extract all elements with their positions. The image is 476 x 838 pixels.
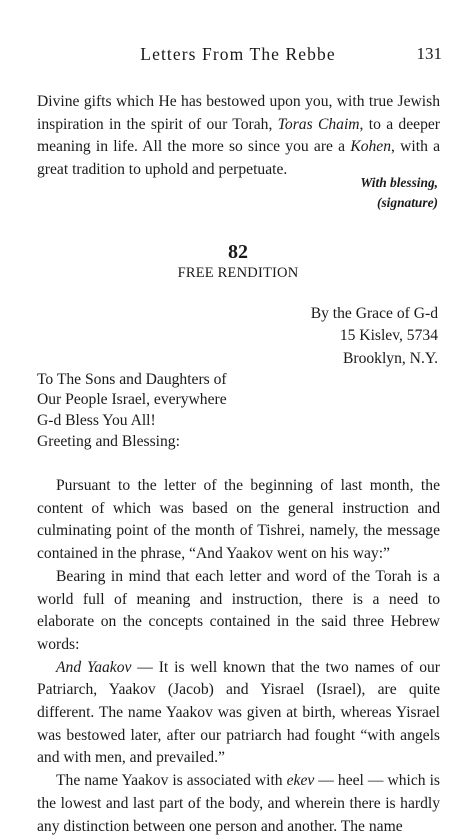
greeting: Greeting and Blessing: (37, 433, 180, 450)
page-number: 131 (416, 44, 442, 63)
italic-term-ekev: ekev (286, 772, 315, 790)
signoff-blessing: With blessing, (360, 175, 438, 190)
paragraph (37, 770, 440, 838)
paragraph (37, 657, 440, 771)
signoff (360, 173, 438, 212)
text-run: — It is well known that the two names of our Patriarch, Yaakov (Jacob) and Yisrael (Israel), are quite different. The name Yaakov was given at birth, whereas Yisrael was bestowed later, after our patriarch had fought “with angels and with men, and prevailed.” (37, 658, 441, 767)
dateline (311, 303, 438, 370)
dateline-line: By the Grace of G-d (310, 305, 438, 322)
text-run: — heel — which is the lowest and last part of the body, and wherein there is hardly any distinction between one person and another. The name (37, 772, 440, 835)
letter-body (37, 475, 440, 838)
continued-paragraph (37, 91, 440, 182)
address-block (37, 370, 227, 431)
text-run: The name Yaakov is associated with (56, 772, 287, 790)
text-run: , with a great tradition to uphold and perpetuate. (37, 138, 441, 179)
italic-term-toras-chaim: Toras Chaim (277, 115, 360, 133)
address-line: G-d Bless You All! (37, 411, 156, 429)
rendition-label: FREE RENDITION (177, 265, 299, 281)
dateline-line: 15 Kislev, 5734 (339, 327, 438, 345)
dateline-line: Brooklyn, N.Y. (342, 349, 438, 367)
italic-term-kohen: Kohen (350, 138, 392, 156)
paragraph: Bearing in mind that each letter and word of the Torah is a world full of meaning and instruction, there is a need to elaborate on the concepts contained in the said three Hebrew words: (37, 567, 440, 653)
address-line: To The Sons and Daughters of (37, 371, 227, 388)
text-run: Divine gifts which He has bestowed upon you, with true Jewish inspiration in the spirit of our Torah, (37, 93, 440, 133)
address-line: Our People Israel, everywhere (37, 391, 227, 409)
running-head: Letters From The Rebbe (140, 44, 336, 64)
signoff-signature: (signature) (376, 194, 438, 210)
italic-lead-and-yaakov: And Yaakov (56, 658, 132, 676)
letter-number: 82 (228, 241, 248, 263)
paragraph: Pursuant to the letter of the beginning of last month, the content of which was based on the general instruction and culminating point of the month of Tishrei, namely, the message contained in the phrase, “And Yaakov went on his way:” (37, 477, 440, 563)
text-run: , to a deeper meaning in life. All the more so since you are a (37, 115, 440, 156)
